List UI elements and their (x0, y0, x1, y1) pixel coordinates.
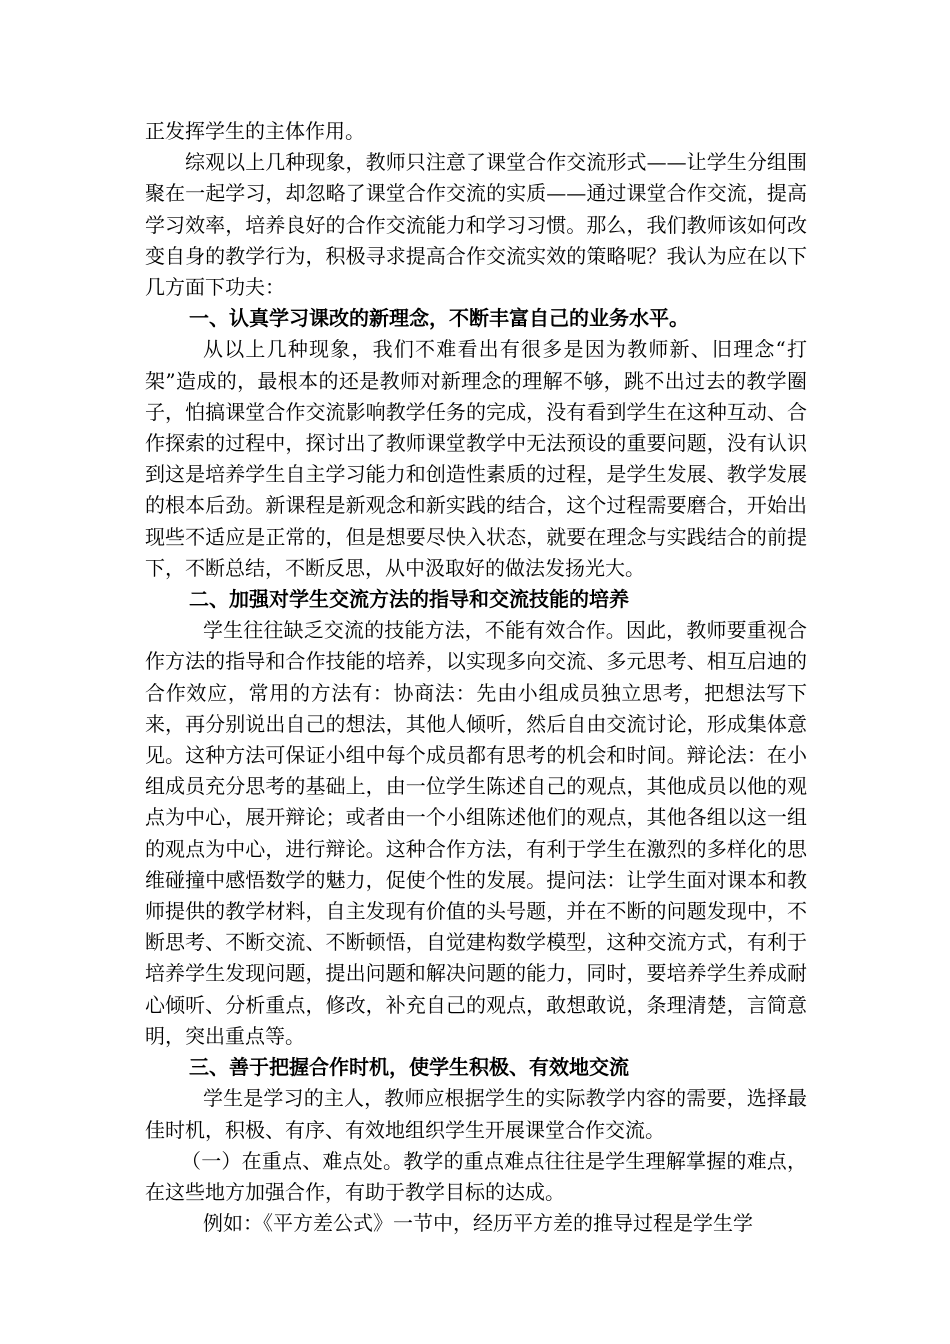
paragraph-continuation: 正发挥学生的主体作用。 (145, 119, 365, 143)
paragraph-section-3: 学生是学习的主人，教师应根据学生的实际教学内容的需要，选择最佳时机，积极、有序、有效地组织学生开展课堂合作交流。 (145, 1086, 807, 1142)
paragraph-overview: 综观以上几种现象，教师只注意了课堂合作交流形式——让学生分组围聚在一起学习，却忽略了课堂合作交流的实质——通过课堂合作交流，提高学习效率，培养良好的合作交流能力和学习习惯。那么，我们教师该如何改变自身的教学行为，积极寻求提高合作交流实效的策略呢？我认为应在以下几方面下功夫： (145, 150, 807, 300)
section-heading-2: 二、加强对学生交流方法的指导和交流技能的培养 (189, 587, 629, 612)
paragraph-subsection-1: （一）在重点、难点处。教学的重点难点往往是学生理解掌握的难点，在这些地方加强合作，有助于教学目标的达成。 (145, 1148, 807, 1204)
section-heading-1: 一、认真学习课改的新理念，不断丰富自己的业务水平。 (189, 306, 689, 331)
paragraph-example: 例如：《平方差公式》一节中，经历平方差的推导过程是学生学 (203, 1211, 753, 1236)
paragraph-section-1: 从以上几种现象，我们不难看出有很多是因为教师新、旧理念“打架”造成的，最根本的还是教师对新理念的理解不够，跳不出过去的教学圈子，怕搞课堂合作交流影响教学任务的完成，没有看到学生在这种互动、合作探索的过程中，探讨出了教师课堂教学中无法预设的重要问题，没有认识到这是培养学生自主学习能力和创造性素质的过程，是学生发展、教学发展的根本后劲。新课程是新观念和新实践的结合，这个过程需要磨合，开始出现些不适应是正常的，但是想要尽快入状态，就要在理念与实践结合的前提下，不断总结，不断反思，从中汲取好的做法发扬光大。 (145, 337, 807, 580)
paragraph-section-2: 学生往往缺乏交流的技能方法，不能有效合作。因此，教师要重视合作方法的指导和合作技能的培养，以实现多向交流、多元思考、相互启迪的合作效应，常用的方法有：协商法：先由小组成员独立思考，把想法写下来，再分别说出自己的想法，其他人倾听，然后自由交流讨论，形成集体意见。这种方法可保证小组中每个成员都有思考的机会和时间。辩论法：在小组成员充分思考的基础上，由一位学生陈述自己的观点，其他成员以他的观点为中心，展开辩论；或者由一个小组陈述他们的观点，其他各组以这一组的观点为中心，进行辩论。这种合作方法，有利于学生在激烈的多样化的思维碰撞中感悟数学的魅力，促使个性的发展。提问法：让学生面对课本和教师提供的教学材料，自主发现有价值的头号题，并在不断的问题发现中，不断思考、不断交流、不断顿悟，自觉建构数学模型，这种交流方式，有利于培养学生发现问题，提出问题和解决问题的能力，同时，要培养学生养成耐心倾听、分析重点，修改，补充自己的观点，敢想敢说，条理清楚，言简意明，突出重点等。 (145, 618, 807, 1048)
section-heading-3: 三、善于把握合作时机，使学生积极、有效地交流 (189, 1055, 629, 1080)
document-page (145, 116, 807, 1239)
